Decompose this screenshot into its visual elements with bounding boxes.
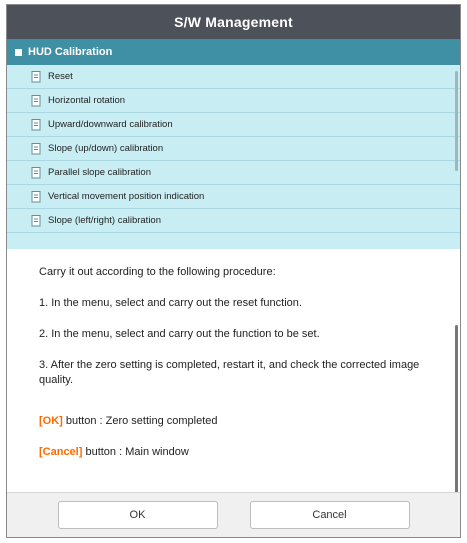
calibration-tree[interactable] [7,65,460,249]
square-bullet-icon [15,49,22,56]
tree-item-parallel-slope-calibration[interactable] [7,161,460,185]
cancel-desc: button : Main window [82,446,189,458]
document-icon [31,71,42,83]
tree-item-label: Upward/downward calibration [48,119,173,130]
tree-item-label: Slope (left/right) calibration [48,215,161,226]
tree-item-vertical-movement-position-indication[interactable] [7,185,460,209]
sw-management-dialog [6,4,461,538]
document-icon [31,191,42,203]
tree-item-horizontal-rotation[interactable] [7,89,460,113]
tree-item-slope-up-down-calibration[interactable] [7,137,460,161]
document-icon [31,95,42,107]
tree-item-label: Slope (up/down) calibration [48,143,164,154]
tree-header-label: HUD Calibration [28,46,113,58]
tree-item-label: Parallel slope calibration [48,167,151,178]
document-icon [31,215,42,227]
tree-item-label: Reset [48,71,73,82]
tree-item-reset[interactable] [7,65,460,89]
document-icon [31,119,42,131]
ok-button-description [39,414,432,429]
ok-button[interactable]: OK [58,501,218,529]
cancel-button-description [39,445,432,460]
procedure-step-2: 2. In the menu, select and carry out the function to be set. [39,328,320,340]
cancel-button[interactable]: Cancel [250,501,410,529]
ok-desc: button : Zero setting completed [62,415,218,427]
tree-header-hud-calibration[interactable] [7,39,460,65]
dialog-title: S/W Management [7,5,460,39]
procedure-intro: Carry it out according to the following procedure: [39,266,276,278]
ok-tag: [OK] [39,415,63,427]
message-panel [7,249,460,515]
dialog-footer [7,492,460,537]
document-icon [31,167,42,179]
message-scrollbar[interactable] [455,325,458,505]
procedure-step-1: 1. In the menu, select and carry out the reset function. [39,297,302,309]
document-icon [31,143,42,155]
tree-item-upward-downward-calibration[interactable] [7,113,460,137]
procedure-step-3: 3. After the zero setting is completed, restart it, and check the corrected image quality. [39,359,420,386]
cancel-tag: [Cancel] [39,446,83,458]
tree-scrollbar[interactable] [455,71,458,171]
tree-item-label: Vertical movement position indication [48,191,205,202]
tree-item-label: Horizontal rotation [48,95,126,106]
tree-item-slope-left-right-calibration[interactable] [7,209,460,233]
